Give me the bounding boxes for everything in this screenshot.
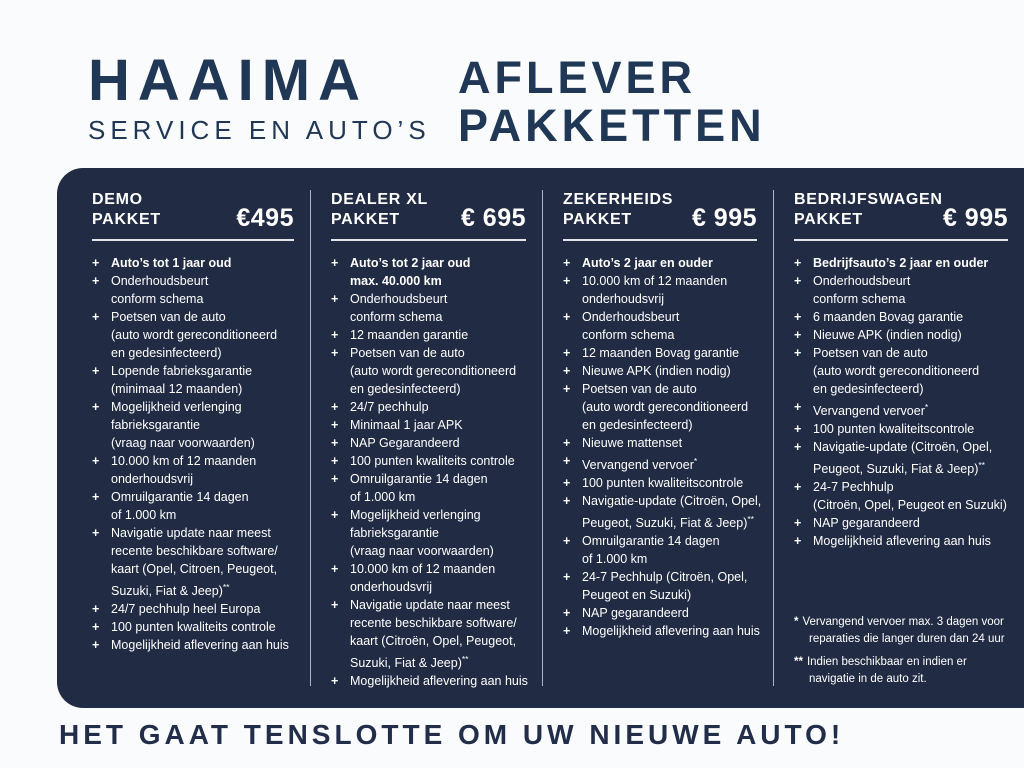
package-item [331,672,536,690]
package-item-line: + Onderhoudsbeurt [92,274,209,288]
package-item [331,560,536,596]
footnote-line: navigatie in de auto zit. [809,672,927,685]
footnote-reference: ** [461,654,469,664]
package-item-line: + Mogelijkheid aflevering aan huis [92,638,289,653]
package-item-line: + 12 maanden Bovag garantie [563,346,740,360]
package-item-line: + Poetsen van de auto [92,310,226,324]
plus-bullet-icon: + [563,256,571,270]
plus-bullet-icon: + [563,274,571,288]
package-item-line: fabrieksgarantie [111,418,200,432]
plus-bullet-icon: + [794,400,802,414]
package-name-line: BEDRIJFSWAGEN [794,191,943,208]
package-item-line: + Navigatie update naar meest [331,598,510,612]
package-item-line: + 100 punten kwaliteitscontrole [563,476,744,491]
plus-bullet-icon: + [331,562,339,576]
package-header [794,190,1018,230]
package-item [794,514,1018,532]
plus-bullet-icon: + [563,436,571,450]
plus-bullet-icon: + [92,602,100,617]
package-header [92,190,304,230]
package-item-line: + 24/7 pechhulp heel Europa [92,602,261,617]
package-item-line: max. 40.000 km [350,274,442,288]
page-title-line-2: PAKKETTEN [458,100,766,151]
plus-bullet-icon: + [794,440,802,455]
package-name [331,190,428,230]
package-item-line: + 24/7 pechhulp [331,400,429,414]
plus-bullet-icon: + [563,454,571,468]
plus-bullet-icon: + [92,490,100,504]
package-feature-list [563,254,767,640]
package-item [331,452,536,470]
plus-bullet-icon: + [331,418,339,432]
package-item-line: + NAP gegarandeerd [794,516,920,531]
package-item [331,326,536,344]
plus-bullet-icon: + [331,598,339,612]
package-feature-list [331,254,536,690]
package-item-line: + Poetsen van de auto [563,382,697,396]
plus-bullet-icon: + [331,292,339,306]
plus-bullet-icon: + [331,454,339,468]
package-item [563,492,767,532]
package-item-line: + Nieuwe APK (indien nodig) [563,364,731,378]
package-item-line: + Omruilgarantie 14 dagen [331,472,488,486]
package-item [92,308,304,362]
package-item [563,434,767,452]
package-name-line: PAKKET [331,211,400,228]
plus-bullet-icon: + [563,382,571,396]
footnote-line: * Vervangend vervoer max. 3 dagen voor [794,616,1004,629]
plus-bullet-icon: + [563,364,571,378]
plus-bullet-icon: + [331,436,339,450]
package-header [331,190,536,230]
package-item-line: conform schema [582,328,675,342]
package-item-line: + Mogelijkheid aflevering aan huis [331,674,528,689]
plus-bullet-icon: + [794,422,802,437]
package-item [563,568,767,604]
package-item [794,326,1018,344]
package-item-line: fabrieksgarantie [350,526,439,540]
package-item-line: + Lopende fabrieksgarantie [92,364,253,378]
package-item-line: Suzuki, Fiat & Jeep)** [111,582,230,599]
package-item-line: + 100 punten kwaliteits controle [92,620,276,635]
plus-bullet-icon: + [92,256,100,270]
package-item [331,344,536,398]
plus-bullet-icon: + [794,346,802,360]
package-item [92,600,304,618]
package-item [563,344,767,362]
package-item-line: kaart (Citroën, Opel, Peugeot, [350,634,517,648]
package-item [794,438,1018,478]
package-item [563,452,767,474]
package-item [563,532,767,568]
package-item-line: + NAP Gegarandeerd [331,436,460,450]
plus-bullet-icon: + [563,310,571,324]
package-item [92,636,304,654]
footnote-reference: * [693,456,698,466]
package-item-line: + 100 punten kwaliteits controle [331,454,515,468]
plus-bullet-icon: + [794,534,802,549]
package-item-line: conform schema [111,292,204,306]
package-item-line: + Navigatie-update (Citroën, Opel, [794,440,993,455]
title-underline [331,239,526,241]
package-item-line: onderhoudsvrij [111,472,193,486]
plus-bullet-icon: + [92,364,100,378]
package-item [92,362,304,398]
plus-bullet-icon: + [92,274,100,288]
footnote [794,614,1018,647]
package-item [563,622,767,640]
package-name [563,190,673,230]
package-name [92,190,161,230]
package-item [563,604,767,622]
package-item-line: + Bedrijfsauto’s 2 jaar en ouder [794,256,989,270]
package-item-line: (auto wordt gereconditioneerd [813,364,980,378]
package-item-line: + Auto’s tot 1 jaar oud [92,256,232,270]
package-name [794,190,943,230]
package-item-line: Peugeot, Suzuki, Fiat & Jeep)** [582,514,754,531]
package-item-line: + Onderhoudsbeurt [794,274,911,288]
package-item-line: conform schema [350,310,443,324]
package-item-line: + Mogelijkheid aflevering aan huis [563,624,760,639]
package-item-line: + Onderhoudsbeurt [563,310,680,324]
footnote-line: ** Indien beschikbaar en indien er [794,656,967,669]
plus-bullet-icon: + [92,620,100,635]
package-item-line: kaart (Opel, Citroen, Peugeot, [111,562,278,576]
package-item-line: conform schema [813,292,906,306]
package-item [794,272,1018,308]
package-item-line: en gedesinfecteerd) [582,418,693,432]
package-item [331,506,536,560]
plus-bullet-icon: + [563,494,571,509]
package-item-line: + Poetsen van de auto [331,346,465,360]
plus-bullet-icon: + [331,400,339,414]
footnote-reference: ** [747,514,754,525]
plus-bullet-icon: + [331,674,339,689]
plus-bullet-icon: + [794,516,802,531]
page-title [458,54,766,150]
plus-bullet-icon: + [563,570,571,585]
package-item-line: + 12 maanden garantie [331,328,469,342]
plus-bullet-icon: + [794,256,802,270]
package-item-line: (minimaal 12 maanden) [111,382,243,396]
package-item-line: + 10.000 km of 12 maanden [331,562,496,576]
package-item-line: onderhoudsvrij [350,580,432,594]
plus-bullet-icon: + [331,472,339,486]
package-header [563,190,767,230]
plus-bullet-icon: + [563,624,571,639]
package-column [57,190,310,686]
plus-bullet-icon: + [331,508,339,522]
package-item-line: (vraag naar voorwaarden) [350,544,494,558]
package-item-line: (auto wordt gereconditioneerd [111,328,278,342]
plus-bullet-icon: + [92,454,100,468]
package-item [92,488,304,524]
packages-panel [57,168,1024,708]
plus-bullet-icon: + [92,400,100,414]
package-name-line: ZEKERHEIDS [563,191,674,208]
package-item [794,478,1018,514]
package-item-line: of 1.000 km [111,508,177,522]
package-item-line: + Navigatie update naar meest [92,526,271,540]
package-item-line: + 24-7 Pechhulp (Citroën, Opel, [563,570,748,585]
package-item [563,272,767,308]
package-item-line: Peugeot en Suzuki) [582,588,692,603]
package-item [331,416,536,434]
package-item [794,398,1018,420]
footnote-reference: ** [978,460,985,471]
package-item-line: + Onderhoudsbeurt [331,292,448,306]
package-name-line: PAKKET [794,211,863,228]
plus-bullet-icon: + [563,534,571,549]
package-item-line: Peugeot, Suzuki, Fiat & Jeep)** [813,460,985,477]
package-item-line: + Omruilgarantie 14 dagen [92,490,249,504]
footnote [794,654,1018,687]
package-item [92,272,304,308]
package-item [92,452,304,488]
package-item-line: recente beschikbare software/ [350,616,517,630]
plus-bullet-icon: + [794,274,802,288]
package-item-line: + Mogelijkheid verlenging [331,508,481,522]
package-item [563,308,767,344]
package-item [331,254,536,290]
package-price: € 995 [691,204,757,232]
package-item [563,362,767,380]
package-item-line: + 100 punten kwaliteitscontrole [794,422,975,437]
package-item-line: + 24-7 Pechhulp [794,480,894,495]
package-column [773,190,1024,686]
title-underline [563,239,757,241]
package-item-line: (auto wordt gereconditioneerd [350,364,517,378]
package-item-line: + Navigatie-update (Citroën, Opel, [563,494,762,509]
package-feature-list [794,254,1018,550]
package-item-line: (auto wordt gereconditioneerd [582,400,749,414]
package-item-line: en gedesinfecteerd) [813,382,924,396]
package-item [331,470,536,506]
package-price: € 995 [942,204,1008,232]
package-name-line: DEMO [92,191,143,208]
package-item-line: of 1.000 km [582,552,648,567]
package-price: € 695 [460,204,526,232]
package-item-line: + Nieuwe APK (indien nodig) [794,328,962,342]
title-underline [794,239,1008,241]
footnote-reference: ** [222,582,230,592]
package-name-line: PAKKET [563,211,632,228]
plus-bullet-icon: + [794,480,802,495]
package-item-line: + Mogelijkheid verlenging [92,400,242,414]
package-column [310,190,542,689]
package-name-line: DEALER XL [331,191,428,208]
package-item [331,398,536,416]
package-item [331,434,536,452]
package-item-line: + 10.000 km of 12 maanden [563,274,728,288]
plus-bullet-icon: + [92,638,100,653]
package-item-line: + Mogelijkheid aflevering aan huis [794,534,991,549]
plus-bullet-icon: + [92,310,100,324]
package-item-line: Suzuki, Fiat & Jeep)** [350,654,469,671]
package-item [331,596,536,672]
title-underline [92,239,294,241]
package-item-line: + Auto’s tot 2 jaar oud [331,256,471,270]
package-item [794,344,1018,398]
package-item-line: + NAP gegarandeerd [563,606,689,621]
package-item [794,308,1018,326]
package-item-line: + Vervangend vervoer* [794,400,929,419]
footnote-reference: * [924,402,929,412]
package-item-line: + Nieuwe mattenset [563,436,683,450]
plus-bullet-icon: + [331,328,339,342]
package-item [92,618,304,636]
tagline: HET GAAT TENSLOTTE OM UW NIEUWE AUTO! [59,719,845,750]
package-item-line: + 6 maanden Bovag garantie [794,310,964,324]
plus-bullet-icon: + [331,346,339,360]
package-item-line: en gedesinfecteerd) [111,346,222,360]
logo-subtitle: SERVICE EN AUTO’S [88,115,431,145]
package-item-line: + Omruilgarantie 14 dagen [563,534,720,549]
package-item [92,254,304,272]
footnotes [794,614,1018,687]
package-name-line: PAKKET [92,211,161,228]
package-item [794,420,1018,438]
footnote-line: reparaties die langer duren dan 24 uur [809,632,1005,645]
package-item [794,532,1018,550]
package-item-line: onderhoudsvrij [582,292,664,306]
package-item-line: of 1.000 km [350,490,416,504]
plus-bullet-icon: + [563,476,571,491]
package-item [331,290,536,326]
package-item-line: + Auto’s 2 jaar en ouder [563,256,713,270]
package-item [563,254,767,272]
plus-bullet-icon: + [794,310,802,324]
page-title-line-1: AFLEVER [458,52,697,103]
package-item [794,254,1018,272]
package-feature-list [92,254,304,654]
haaima-logo [88,48,431,146]
package-item-line: + Vervangend vervoer* [563,454,698,473]
plus-bullet-icon: + [794,328,802,342]
asterisk-marker: ** [794,656,803,669]
package-price: €495 [236,204,294,232]
package-item-line: + 10.000 km of 12 maanden [92,454,257,468]
package-item [563,380,767,434]
package-column [542,190,773,686]
plus-bullet-icon: + [563,606,571,621]
plus-bullet-icon: + [92,526,100,540]
plus-bullet-icon: + [563,346,571,360]
logo-title: HAAIMA [88,48,368,113]
package-item-line: + Poetsen van de auto [794,346,928,360]
package-item-line: (vraag naar voorwaarden) [111,436,255,450]
package-item [563,474,767,492]
package-item-line: en gedesinfecteerd) [350,382,461,396]
package-item-line: (Citroën, Opel, Peugeot en Suzuki) [813,498,1007,513]
plus-bullet-icon: + [331,256,339,270]
asterisk-marker: * [794,616,799,629]
package-item-line: + Minimaal 1 jaar APK [331,418,463,432]
package-item [92,524,304,600]
package-item [92,398,304,452]
package-item-line: recente beschikbare software/ [111,544,278,558]
